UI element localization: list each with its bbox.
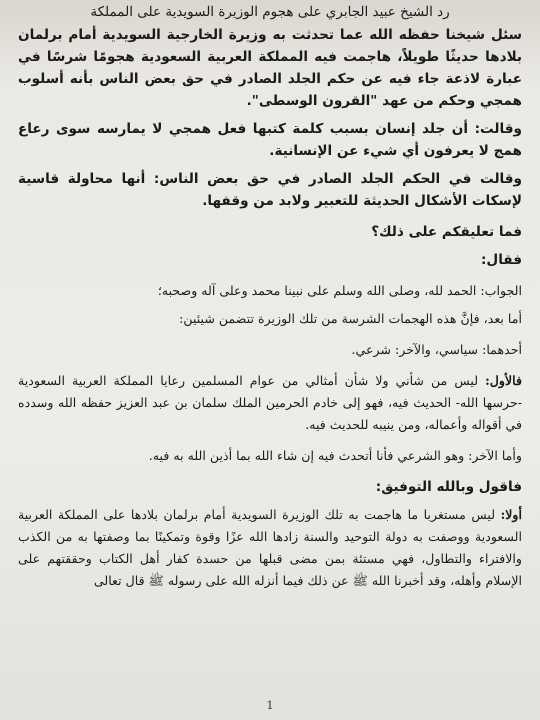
paragraph-quote-1: وقالت: أن جلد إنسان بسبب كلمة كتبها فعل همجي لا يمارسه سوى رعاع همج لا يعرفون أي شيء عن الإنسانية. bbox=[18, 121, 522, 159]
document-body bbox=[18, 2, 522, 592]
paragraph-answer-opening: الجواب: الحمد لله، وصلى الله وسلم على نبينا محمد وعلى آله وصحبه؛ bbox=[157, 283, 522, 298]
paragraph-answer-heading: فقال: bbox=[480, 252, 522, 268]
paragraph-first-point bbox=[18, 370, 522, 436]
first-point-lead: فالأول: bbox=[485, 373, 522, 388]
firstly-continuation: مستئة بمن مضى قبلها من حسدة كفار أهل الكتاب وحققتهم على الإسلام وأهله، وقد أخبرنا الله ﷺ عن ذلك فيما أنزله الله على رسوله ﷺ قال تعالى bbox=[18, 551, 522, 588]
first-point-text: ليس من شأني ولا شأن أمثالي من عوام المسلمين رعايا المملكة العربية السعودية -حرسها الله- الحديث فيه، فهو إلى خادم الحرمين الملك bbox=[18, 373, 522, 410]
paragraph-question: سئل شيخنا حفظه الله عما تحدثت به وزيرة الخارجية السويدية أمام برلمان بلادها حديثًا طويلاً، هاجمت فيه المملكة العربية السعودية هجومًا شرسًا في عبارة لاذعة جاء فيه عن حكم الجلد الصادر في حق بعض الناس بأنه أسلوب همجي وحكم من عهد "القرون الوسطى". bbox=[18, 27, 522, 109]
firstly-text: ليس مستغربا ما هاجمت به تلك الوزيرة السويدية أمام برلمان بلادها على المملكة العربية السعودية ووصفت به دولة التوحيد والسنة زادها الله عزًا وقوة وتمكينًا بما وصفتها به من الكذب والافتراء والتطاول، فهي bbox=[18, 507, 522, 566]
paragraph-prompt: فما تعليقكم على ذلك؟ bbox=[371, 224, 522, 240]
firstly-lead: أولا: bbox=[500, 507, 522, 522]
paragraph-second-point: وأما الآخر: وهو الشرعي فأنا أتحدث فيه إن شاء الله بما أذين الله به فيه. bbox=[148, 448, 522, 463]
document-title: رد الشيخ عبيد الجابري على هجوم الوزيرة السويدية على المملكة bbox=[90, 4, 450, 20]
page-number: 1 bbox=[266, 699, 274, 712]
first-point-continuation: سلمان بن عبد العزيز حفظه الله وسدده في أقواله وأعماله، ومن ينيبه للحديث فيه. bbox=[18, 395, 522, 432]
paragraph-two-things: أحدهما: سياسي، والآخر: شرعي. bbox=[351, 342, 522, 357]
paragraph-quote-2: وقالت في الحكم الجلد الصادر في حق بعض الناس: أنها محاولة قاسية لإسكات الأشكال الحديثة للتعبير ولابد من وقفها. bbox=[18, 171, 522, 209]
paragraph-say: فاقول وبالله التوفيق: bbox=[375, 479, 522, 495]
paragraph-amma-bad: أما بعد، فإنَّ هذه الهجمات الشرسة من تلك الوزيرة تتضمن شيئين: bbox=[179, 311, 522, 326]
paragraph-firstly bbox=[18, 504, 522, 592]
